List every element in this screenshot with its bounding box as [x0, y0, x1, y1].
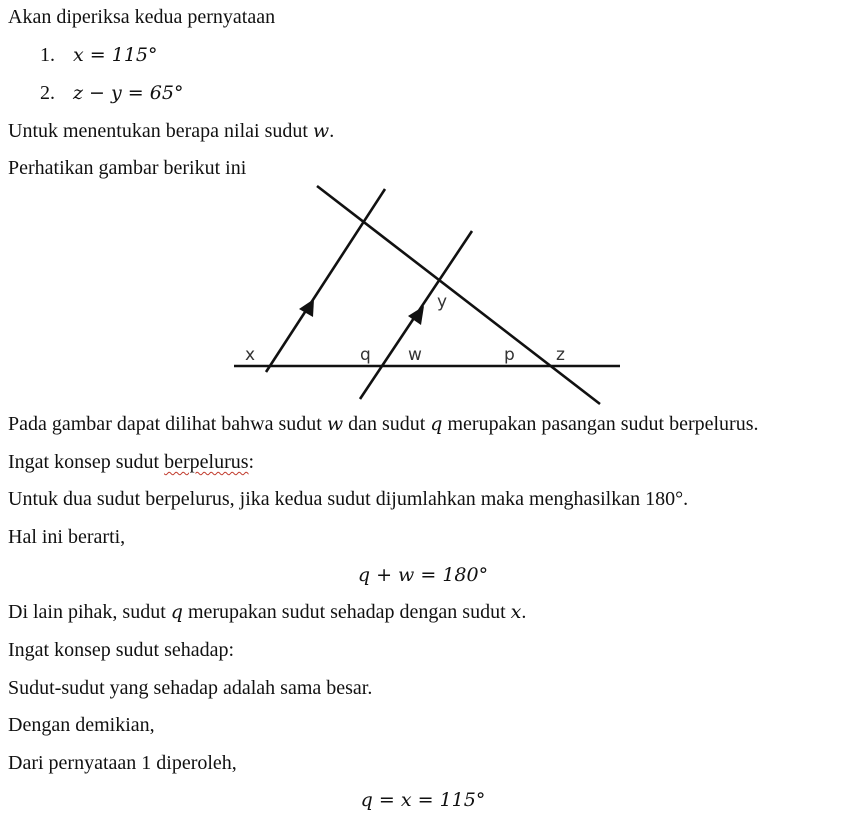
spellcheck-word: berpelurus: [164, 451, 249, 473]
statement-number: 1.: [40, 44, 55, 66]
thus-text: Dengan demikian,: [8, 714, 155, 736]
label-p: p: [504, 345, 515, 365]
p1-text-c: merupakan pasangan sudut berpelurus.: [442, 413, 759, 435]
determine-lead: Untuk menentukan berapa nilai sudut: [8, 120, 313, 142]
statement-number: 2.: [40, 82, 55, 104]
statement-2: [40, 81, 183, 105]
statement-rhs: 65°: [149, 82, 184, 104]
rule-supplementary: Untuk dua sudut berpelurus, jika kedua sudut dijumlahkan maka menghasilkan 180°.: [8, 488, 689, 510]
observe-text: Perhatikan gambar berikut ini: [8, 157, 247, 179]
concept1-text-c: :: [248, 451, 255, 473]
statement-lhs: z − y: [73, 82, 122, 104]
determine-text: [8, 119, 334, 143]
paragraph-supplementary: [8, 412, 758, 436]
p1-var-w: w: [326, 413, 344, 435]
label-w: w: [408, 345, 422, 365]
statement-1: [40, 43, 158, 67]
determine-variable: w: [312, 120, 330, 142]
concept-supplementary: [8, 450, 254, 474]
equation-2: [0, 788, 846, 812]
geometry-figure: [228, 180, 624, 408]
intro-text: Akan diperiksa kedua pernyataan: [8, 6, 276, 28]
equation-1: [0, 563, 846, 587]
from-statement-1: Dari pernyataan 1 diperoleh,: [8, 752, 237, 774]
p1-var-q: q: [430, 413, 443, 435]
equation-rhs: 115°: [439, 789, 486, 811]
meaning-text: Hal ini berarti,: [8, 526, 126, 548]
determine-end: .: [329, 120, 335, 142]
p2-text-b: merupakan sudut sehadap dengan sudut: [182, 601, 511, 623]
label-y: y: [437, 292, 448, 312]
paragraph-corresponding: [8, 600, 526, 624]
p1-text-b: dan sudut: [343, 413, 431, 435]
equation-operator: =: [417, 789, 434, 811]
p2-text-c: .: [521, 601, 527, 623]
p2-text-a: Di lain pihak, sudut: [8, 601, 171, 623]
statement-operator: =: [89, 44, 106, 66]
statement-rhs: 115°: [111, 44, 158, 66]
label-z: z: [556, 345, 565, 365]
equation-lhs: q = x: [360, 789, 412, 811]
statement-lhs: x: [73, 44, 84, 66]
concept-corresponding: Ingat konsep sudut sehadap:: [8, 639, 235, 661]
label-x: x: [245, 345, 256, 365]
statement-operator: =: [127, 82, 144, 104]
p2-var-x: x: [510, 601, 522, 623]
p2-var-q: q: [170, 601, 183, 623]
concept1-text-a: Ingat konsep sudut: [8, 451, 165, 473]
rule-corresponding: Sudut-sudut yang sehadap adalah sama besar.: [8, 677, 373, 699]
label-q: q: [360, 345, 371, 365]
equation-rhs: 180°: [442, 564, 489, 586]
p1-text-a: Pada gambar dapat dilihat bahwa sudut: [8, 413, 327, 435]
parallel-arrow-1: [299, 299, 314, 317]
diagonal-line: [317, 186, 600, 404]
equation-operator: =: [420, 564, 437, 586]
equation-lhs: q + w: [357, 564, 415, 586]
